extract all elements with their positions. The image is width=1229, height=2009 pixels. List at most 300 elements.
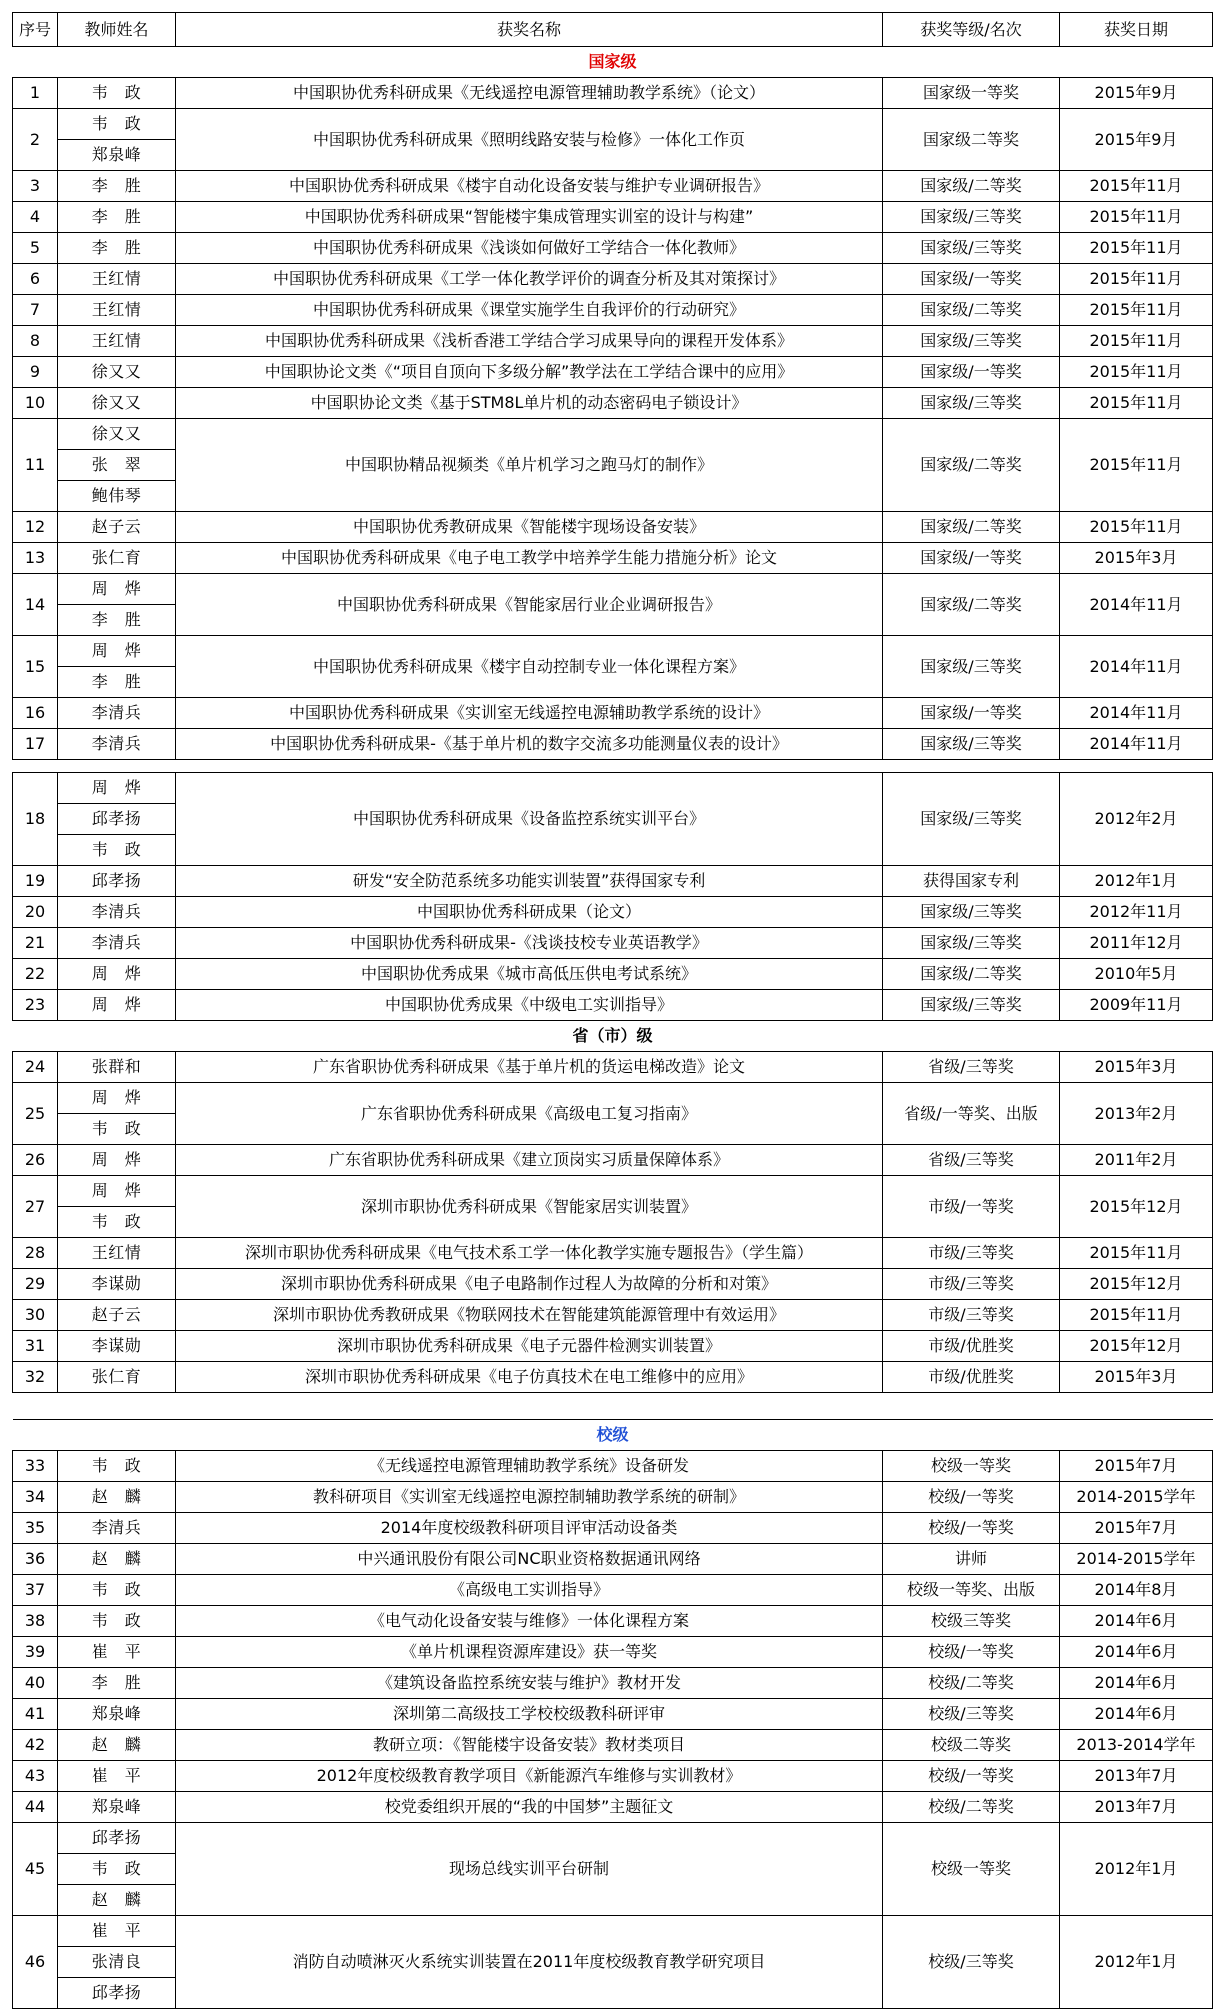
award-name: 广东省职协优秀科研成果《基于单片机的货运电梯改造》论文	[176, 1052, 883, 1083]
teacher-name: 郑泉峰	[58, 1699, 176, 1730]
award-date: 2009年11月	[1060, 990, 1213, 1021]
header-row	[13, 13, 1213, 47]
award-level: 市级/三等奖	[883, 1300, 1060, 1331]
award-level: 校级一等奖	[883, 1823, 1060, 1916]
table-row	[13, 512, 1213, 543]
award-name: 中国职协优秀科研成果《照明线路安装与检修》一体化工作页	[176, 109, 883, 171]
table-row	[13, 1052, 1213, 1083]
award-number: 22	[13, 959, 58, 990]
award-name: 中国职协优秀科研成果“智能楼宇集成管理实训室的设计与构建”	[176, 202, 883, 233]
award-name: 中国职协优秀科研成果《智能家居行业企业调研报告》	[176, 574, 883, 636]
award-number: 46	[13, 1916, 58, 2009]
teacher-name: 韦 政	[58, 1451, 176, 1482]
award-date: 2015年9月	[1060, 78, 1213, 109]
award-name: 中国职协优秀科研成果-《浅谈技校专业英语教学》	[176, 928, 883, 959]
table-row	[13, 326, 1213, 357]
header-award: 获奖名称	[176, 13, 883, 47]
award-name: 深圳市职协优秀教研成果《物联网技术在智能建筑能源管理中有效运用》	[176, 1300, 883, 1331]
award-name: 中国职协优秀科研成果《无线遥控电源管理辅助教学系统》（论文）	[176, 78, 883, 109]
award-level: 市级/一等奖	[883, 1176, 1060, 1238]
teacher-name: 张 翠	[58, 450, 176, 481]
table-row	[13, 990, 1213, 1021]
award-date: 2015年11月	[1060, 233, 1213, 264]
award-level: 市级/三等奖	[883, 1238, 1060, 1269]
table-row	[13, 419, 1213, 450]
award-date: 2011年2月	[1060, 1145, 1213, 1176]
award-name: 教研立项：《智能楼宇设备安装》教材类项目	[176, 1730, 883, 1761]
award-number: 33	[13, 1451, 58, 1482]
table-row	[13, 1544, 1213, 1575]
award-number: 13	[13, 543, 58, 574]
award-level: 国家级/三等奖	[883, 928, 1060, 959]
table-row	[13, 959, 1213, 990]
table-row	[13, 1269, 1213, 1300]
award-number: 4	[13, 202, 58, 233]
table-row	[13, 928, 1213, 959]
award-level: 获得国家专利	[883, 866, 1060, 897]
award-level: 校级/三等奖	[883, 1699, 1060, 1730]
award-number: 40	[13, 1668, 58, 1699]
award-level: 校级/一等奖	[883, 1513, 1060, 1544]
award-number: 11	[13, 419, 58, 512]
table-row	[13, 698, 1213, 729]
award-date: 2012年1月	[1060, 866, 1213, 897]
award-name: 深圳市职协优秀科研成果《电子仿真技术在电工维修中的应用》	[176, 1362, 883, 1393]
teacher-name: 李 胜	[58, 233, 176, 264]
teacher-name: 周 烨	[58, 1145, 176, 1176]
award-name: 中国职协优秀科研成果《课堂实施学生自我评价的行动研究》	[176, 295, 883, 326]
table-row	[13, 357, 1213, 388]
teacher-name: 周 烨	[58, 1176, 176, 1207]
award-date: 2015年11月	[1060, 264, 1213, 295]
table-row	[13, 729, 1213, 760]
teacher-name: 韦 政	[58, 835, 176, 866]
award-name: 《单片机课程资源库建设》获一等奖	[176, 1637, 883, 1668]
table-row	[13, 295, 1213, 326]
award-level: 市级/优胜奖	[883, 1331, 1060, 1362]
award-date: 2014年11月	[1060, 698, 1213, 729]
teacher-name: 赵 麟	[58, 1730, 176, 1761]
award-date: 2015年11月	[1060, 512, 1213, 543]
teacher-name: 周 烨	[58, 574, 176, 605]
award-number: 41	[13, 1699, 58, 1730]
award-level: 市级/三等奖	[883, 1269, 1060, 1300]
section-row	[13, 1021, 1213, 1052]
award-name: 中国职协优秀科研成果《设备监控系统实训平台》	[176, 773, 883, 866]
teacher-name: 李 胜	[58, 1668, 176, 1699]
award-name: 中国职协精品视频类《单片机学习之跑马灯的制作》	[176, 419, 883, 512]
award-date: 2014-2015学年	[1060, 1482, 1213, 1513]
award-level: 校级三等奖	[883, 1606, 1060, 1637]
table-row	[13, 264, 1213, 295]
teacher-name: 李清兵	[58, 1513, 176, 1544]
award-name: 中国职协优秀成果《城市高低压供电考试系统》	[176, 959, 883, 990]
header-no: 序号	[13, 13, 58, 47]
teacher-name: 邱孝扬	[58, 1823, 176, 1854]
table-row	[13, 109, 1213, 140]
table-row	[13, 1792, 1213, 1823]
award-level: 国家级/三等奖	[883, 233, 1060, 264]
teacher-name: 李 胜	[58, 202, 176, 233]
award-number: 7	[13, 295, 58, 326]
award-number: 26	[13, 1145, 58, 1176]
teacher-name: 郑泉峰	[58, 140, 176, 171]
table-row	[13, 773, 1213, 804]
award-name: 2014年度校级教科研项目评审活动设备类	[176, 1513, 883, 1544]
teacher-name: 李谋勋	[58, 1331, 176, 1362]
award-name: 中国职协优秀科研成果《楼宇自动化设备安装与维护专业调研报告》	[176, 171, 883, 202]
table-row	[13, 388, 1213, 419]
table-row	[13, 1451, 1213, 1482]
award-date: 2012年11月	[1060, 897, 1213, 928]
award-name: 中国职协优秀科研成果《浅析香港工学结合学习成果导向的课程开发体系》	[176, 326, 883, 357]
award-name: 教科研项目《实训室无线遥控电源控制辅助教学系统的研制》	[176, 1482, 883, 1513]
teacher-name: 郑泉峰	[58, 1792, 176, 1823]
table-row	[13, 636, 1213, 667]
award-level: 校级/二等奖	[883, 1668, 1060, 1699]
award-level: 市级/优胜奖	[883, 1362, 1060, 1393]
awards-table-body	[13, 47, 1213, 2009]
award-number: 17	[13, 729, 58, 760]
award-number: 29	[13, 1269, 58, 1300]
teacher-name: 李 胜	[58, 171, 176, 202]
award-date: 2012年1月	[1060, 1916, 1213, 2009]
table-row	[13, 78, 1213, 109]
award-number: 25	[13, 1083, 58, 1145]
teacher-name: 张清良	[58, 1947, 176, 1978]
award-date: 2015年11月	[1060, 1238, 1213, 1269]
award-level: 国家级一等奖	[883, 78, 1060, 109]
award-number: 23	[13, 990, 58, 1021]
award-date: 2015年11月	[1060, 295, 1213, 326]
award-level: 国家级/三等奖	[883, 388, 1060, 419]
award-date: 2015年12月	[1060, 1269, 1213, 1300]
award-number: 44	[13, 1792, 58, 1823]
award-date: 2013年7月	[1060, 1761, 1213, 1792]
award-level: 省级/三等奖	[883, 1052, 1060, 1083]
award-name: 中国职协优秀科研成果《浅谈如何做好工学结合一体化教师》	[176, 233, 883, 264]
header-teacher: 教师姓名	[58, 13, 176, 47]
table-row	[13, 1145, 1213, 1176]
teacher-name: 张仁育	[58, 1362, 176, 1393]
award-number: 45	[13, 1823, 58, 1916]
award-date: 2015年11月	[1060, 202, 1213, 233]
table-row	[13, 1300, 1213, 1331]
table-row	[13, 1916, 1213, 1947]
award-level: 国家级二等奖	[883, 109, 1060, 171]
table-row	[13, 543, 1213, 574]
teacher-name: 李清兵	[58, 698, 176, 729]
award-date: 2015年11月	[1060, 326, 1213, 357]
table-row	[13, 1637, 1213, 1668]
spacer-row	[13, 1393, 1213, 1420]
award-date: 2015年12月	[1060, 1331, 1213, 1362]
teacher-name: 崔 平	[58, 1637, 176, 1668]
award-date: 2015年3月	[1060, 1052, 1213, 1083]
award-level: 校级/二等奖	[883, 1792, 1060, 1823]
header-level: 获奖等级/名次	[883, 13, 1060, 47]
award-name: 《建筑设备监控系统安装与维护》教材开发	[176, 1668, 883, 1699]
award-level: 国家级/二等奖	[883, 959, 1060, 990]
award-date: 2014年11月	[1060, 574, 1213, 636]
award-number: 37	[13, 1575, 58, 1606]
award-level: 国家级/二等奖	[883, 512, 1060, 543]
award-number: 5	[13, 233, 58, 264]
award-number: 6	[13, 264, 58, 295]
award-level: 国家级/一等奖	[883, 264, 1060, 295]
table-row	[13, 1606, 1213, 1637]
teacher-name: 徐又又	[58, 388, 176, 419]
teacher-name: 韦 政	[58, 1114, 176, 1145]
award-date: 2011年12月	[1060, 928, 1213, 959]
award-name: 广东省职协优秀科研成果《建立顶岗实习质量保障体系》	[176, 1145, 883, 1176]
teacher-name: 张群和	[58, 1052, 176, 1083]
section-title: 省（市）级	[13, 1021, 1213, 1052]
award-level: 校级二等奖	[883, 1730, 1060, 1761]
award-date: 2013年7月	[1060, 1792, 1213, 1823]
award-level: 省级/三等奖	[883, 1145, 1060, 1176]
award-number: 43	[13, 1761, 58, 1792]
teacher-name: 李清兵	[58, 928, 176, 959]
teacher-name: 赵 麟	[58, 1482, 176, 1513]
award-name: 中兴通讯股份有限公司NC职业资格数据通讯网络	[176, 1544, 883, 1575]
award-date: 2010年5月	[1060, 959, 1213, 990]
teacher-name: 赵子云	[58, 1300, 176, 1331]
table-row	[13, 574, 1213, 605]
award-level: 国家级/二等奖	[883, 574, 1060, 636]
award-name: 深圳市职协优秀科研成果《电气技术系工学一体化教学实施专题报告》（学生篇）	[176, 1238, 883, 1269]
teacher-name: 李谋勋	[58, 1269, 176, 1300]
header-date: 获奖日期	[1060, 13, 1213, 47]
award-level: 国家级/三等奖	[883, 990, 1060, 1021]
award-name: 中国职协论文类《“项目自顶向下多级分解”教学法在工学结合课中的应用》	[176, 357, 883, 388]
award-level: 国家级/三等奖	[883, 773, 1060, 866]
award-number: 9	[13, 357, 58, 388]
teacher-name: 李 胜	[58, 605, 176, 636]
teacher-name: 赵子云	[58, 512, 176, 543]
award-date: 2015年7月	[1060, 1451, 1213, 1482]
award-name: 中国职协优秀科研成果《楼宇自动控制专业一体化课程方案》	[176, 636, 883, 698]
section-row	[13, 47, 1213, 78]
table-row	[13, 1238, 1213, 1269]
award-date: 2015年11月	[1060, 388, 1213, 419]
teacher-name: 王红情	[58, 295, 176, 326]
award-level: 省级/一等奖、出版	[883, 1083, 1060, 1145]
award-level: 国家级/二等奖	[883, 419, 1060, 512]
table-row	[13, 1668, 1213, 1699]
award-date: 2015年12月	[1060, 1176, 1213, 1238]
teacher-name: 张仁育	[58, 543, 176, 574]
award-name: 中国职协优秀科研成果《实训室无线遥控电源辅助教学系统的设计》	[176, 698, 883, 729]
award-number: 31	[13, 1331, 58, 1362]
award-number: 15	[13, 636, 58, 698]
table-row	[13, 1482, 1213, 1513]
award-name: 中国职协优秀教研成果《智能楼宇现场设备安装》	[176, 512, 883, 543]
award-name: 中国职协优秀科研成果-《基于单片机的数字交流多功能测量仪表的设计》	[176, 729, 883, 760]
award-name: 中国职协论文类《基于STM8L单片机的动态密码电子锁设计》	[176, 388, 883, 419]
award-level: 国家级/一等奖	[883, 357, 1060, 388]
award-date: 2015年11月	[1060, 419, 1213, 512]
teacher-name: 周 烨	[58, 990, 176, 1021]
award-level: 校级一等奖	[883, 1451, 1060, 1482]
award-date: 2012年1月	[1060, 1823, 1213, 1916]
award-number: 2	[13, 109, 58, 171]
award-date: 2014年6月	[1060, 1668, 1213, 1699]
award-number: 27	[13, 1176, 58, 1238]
table-row	[13, 866, 1213, 897]
award-date: 2014年6月	[1060, 1606, 1213, 1637]
award-name: 《电气动化设备安装与维修》一体化课程方案	[176, 1606, 883, 1637]
award-level: 国家级/二等奖	[883, 171, 1060, 202]
table-row	[13, 1575, 1213, 1606]
award-number: 34	[13, 1482, 58, 1513]
award-number: 39	[13, 1637, 58, 1668]
award-level: 国家级/三等奖	[883, 897, 1060, 928]
table-row	[13, 1699, 1213, 1730]
award-name: 中国职协优秀科研成果《工学一体化教学评价的调查分析及其对策探讨》	[176, 264, 883, 295]
teacher-name: 韦 政	[58, 78, 176, 109]
award-name: 深圳市职协优秀科研成果《电子元器件检测实训装置》	[176, 1331, 883, 1362]
teacher-name: 韦 政	[58, 109, 176, 140]
award-date: 2014-2015学年	[1060, 1544, 1213, 1575]
award-number: 32	[13, 1362, 58, 1393]
award-number: 24	[13, 1052, 58, 1083]
teacher-name: 邱孝扬	[58, 804, 176, 835]
award-name: 深圳市职协优秀科研成果《电子电路制作过程人为故障的分析和对策》	[176, 1269, 883, 1300]
table-row	[13, 233, 1213, 264]
award-level: 校级/一等奖	[883, 1637, 1060, 1668]
award-name: 《无线遥控电源管理辅助教学系统》设备研发	[176, 1451, 883, 1482]
award-number: 16	[13, 698, 58, 729]
award-date: 2014年6月	[1060, 1699, 1213, 1730]
award-level: 校级一等奖、出版	[883, 1575, 1060, 1606]
award-number: 3	[13, 171, 58, 202]
award-level: 国家级/一等奖	[883, 698, 1060, 729]
teacher-name: 王红情	[58, 1238, 176, 1269]
award-date: 2015年11月	[1060, 171, 1213, 202]
award-date: 2014年11月	[1060, 636, 1213, 698]
award-level: 国家级/三等奖	[883, 202, 1060, 233]
award-date: 2014年6月	[1060, 1637, 1213, 1668]
award-number: 12	[13, 512, 58, 543]
award-name: 中国职协优秀成果《中级电工实训指导》	[176, 990, 883, 1021]
award-date: 2015年11月	[1060, 1300, 1213, 1331]
award-number: 30	[13, 1300, 58, 1331]
teacher-name: 鲍伟琴	[58, 481, 176, 512]
award-name: 现场总线实训平台研制	[176, 1823, 883, 1916]
award-date: 2014年8月	[1060, 1575, 1213, 1606]
teacher-name: 崔 平	[58, 1916, 176, 1947]
section-title: 校级	[13, 1420, 1213, 1451]
award-level: 国家级/三等奖	[883, 636, 1060, 698]
teacher-name: 邱孝扬	[58, 866, 176, 897]
teacher-name: 李清兵	[58, 897, 176, 928]
award-date: 2015年3月	[1060, 543, 1213, 574]
award-level: 校级/三等奖	[883, 1916, 1060, 2009]
award-name: 深圳市职协优秀科研成果《智能家居实训装置》	[176, 1176, 883, 1238]
table-row	[13, 1176, 1213, 1207]
award-level: 国家级/三等奖	[883, 326, 1060, 357]
award-name: 中国职协优秀科研成果《电子电工教学中培养学生能力措施分析》论文	[176, 543, 883, 574]
award-number: 21	[13, 928, 58, 959]
table-row	[13, 1730, 1213, 1761]
table-row	[13, 1362, 1213, 1393]
table-row	[13, 202, 1213, 233]
award-name: 校党委组织开展的“我的中国梦”主题征文	[176, 1792, 883, 1823]
teacher-name: 李清兵	[58, 729, 176, 760]
teacher-name: 邱孝扬	[58, 1978, 176, 2009]
table-row	[13, 1083, 1213, 1114]
teacher-name: 赵 麟	[58, 1885, 176, 1916]
teacher-name: 韦 政	[58, 1207, 176, 1238]
award-number: 18	[13, 773, 58, 866]
teacher-name: 王红情	[58, 326, 176, 357]
section-row	[13, 1420, 1213, 1451]
award-number: 35	[13, 1513, 58, 1544]
award-number: 19	[13, 866, 58, 897]
award-level: 校级/一等奖	[883, 1482, 1060, 1513]
award-name: 2012年度校级教育教学项目《新能源汽车维修与实训教材》	[176, 1761, 883, 1792]
award-number: 8	[13, 326, 58, 357]
teacher-name: 韦 政	[58, 1575, 176, 1606]
award-level: 校级/一等奖	[883, 1761, 1060, 1792]
award-date: 2013-2014学年	[1060, 1730, 1213, 1761]
award-date: 2015年9月	[1060, 109, 1213, 171]
teacher-name: 崔 平	[58, 1761, 176, 1792]
award-number: 1	[13, 78, 58, 109]
award-level: 国家级/一等奖	[883, 543, 1060, 574]
teacher-name: 周 烨	[58, 773, 176, 804]
award-number: 20	[13, 897, 58, 928]
teacher-name: 韦 政	[58, 1854, 176, 1885]
table-row	[13, 171, 1213, 202]
spacer-cell	[13, 1393, 1213, 1420]
teacher-name: 周 烨	[58, 1083, 176, 1114]
award-name: 消防自动喷淋灭火系统实训装置在2011年度校级教育教学研究项目	[176, 1916, 883, 2009]
award-number: 28	[13, 1238, 58, 1269]
award-date: 2015年3月	[1060, 1362, 1213, 1393]
award-number: 10	[13, 388, 58, 419]
spacer-row	[13, 760, 1213, 773]
award-level: 国家级/三等奖	[883, 729, 1060, 760]
section-title: 国家级	[13, 47, 1213, 78]
teacher-name: 周 烨	[58, 959, 176, 990]
award-number: 42	[13, 1730, 58, 1761]
award-name: 《高级电工实训指导》	[176, 1575, 883, 1606]
award-date: 2012年2月	[1060, 773, 1213, 866]
table-row	[13, 1823, 1213, 1854]
teacher-name: 韦 政	[58, 1606, 176, 1637]
award-level: 讲师	[883, 1544, 1060, 1575]
award-date: 2015年11月	[1060, 357, 1213, 388]
teacher-name: 徐又又	[58, 419, 176, 450]
teacher-name: 李 胜	[58, 667, 176, 698]
award-date: 2014年11月	[1060, 729, 1213, 760]
table-row	[13, 1331, 1213, 1362]
award-date: 2013年2月	[1060, 1083, 1213, 1145]
award-number: 38	[13, 1606, 58, 1637]
table-row	[13, 1513, 1213, 1544]
awards-table	[12, 12, 1213, 2009]
award-name: 中国职协优秀科研成果（论文）	[176, 897, 883, 928]
award-date: 2015年7月	[1060, 1513, 1213, 1544]
teacher-name: 赵 麟	[58, 1544, 176, 1575]
award-number: 36	[13, 1544, 58, 1575]
award-name: 研发“安全防范系统多功能实训装置”获得国家专利	[176, 866, 883, 897]
award-number: 14	[13, 574, 58, 636]
table-row	[13, 897, 1213, 928]
award-name: 深圳第二高级技工学校校级教科研评审	[176, 1699, 883, 1730]
